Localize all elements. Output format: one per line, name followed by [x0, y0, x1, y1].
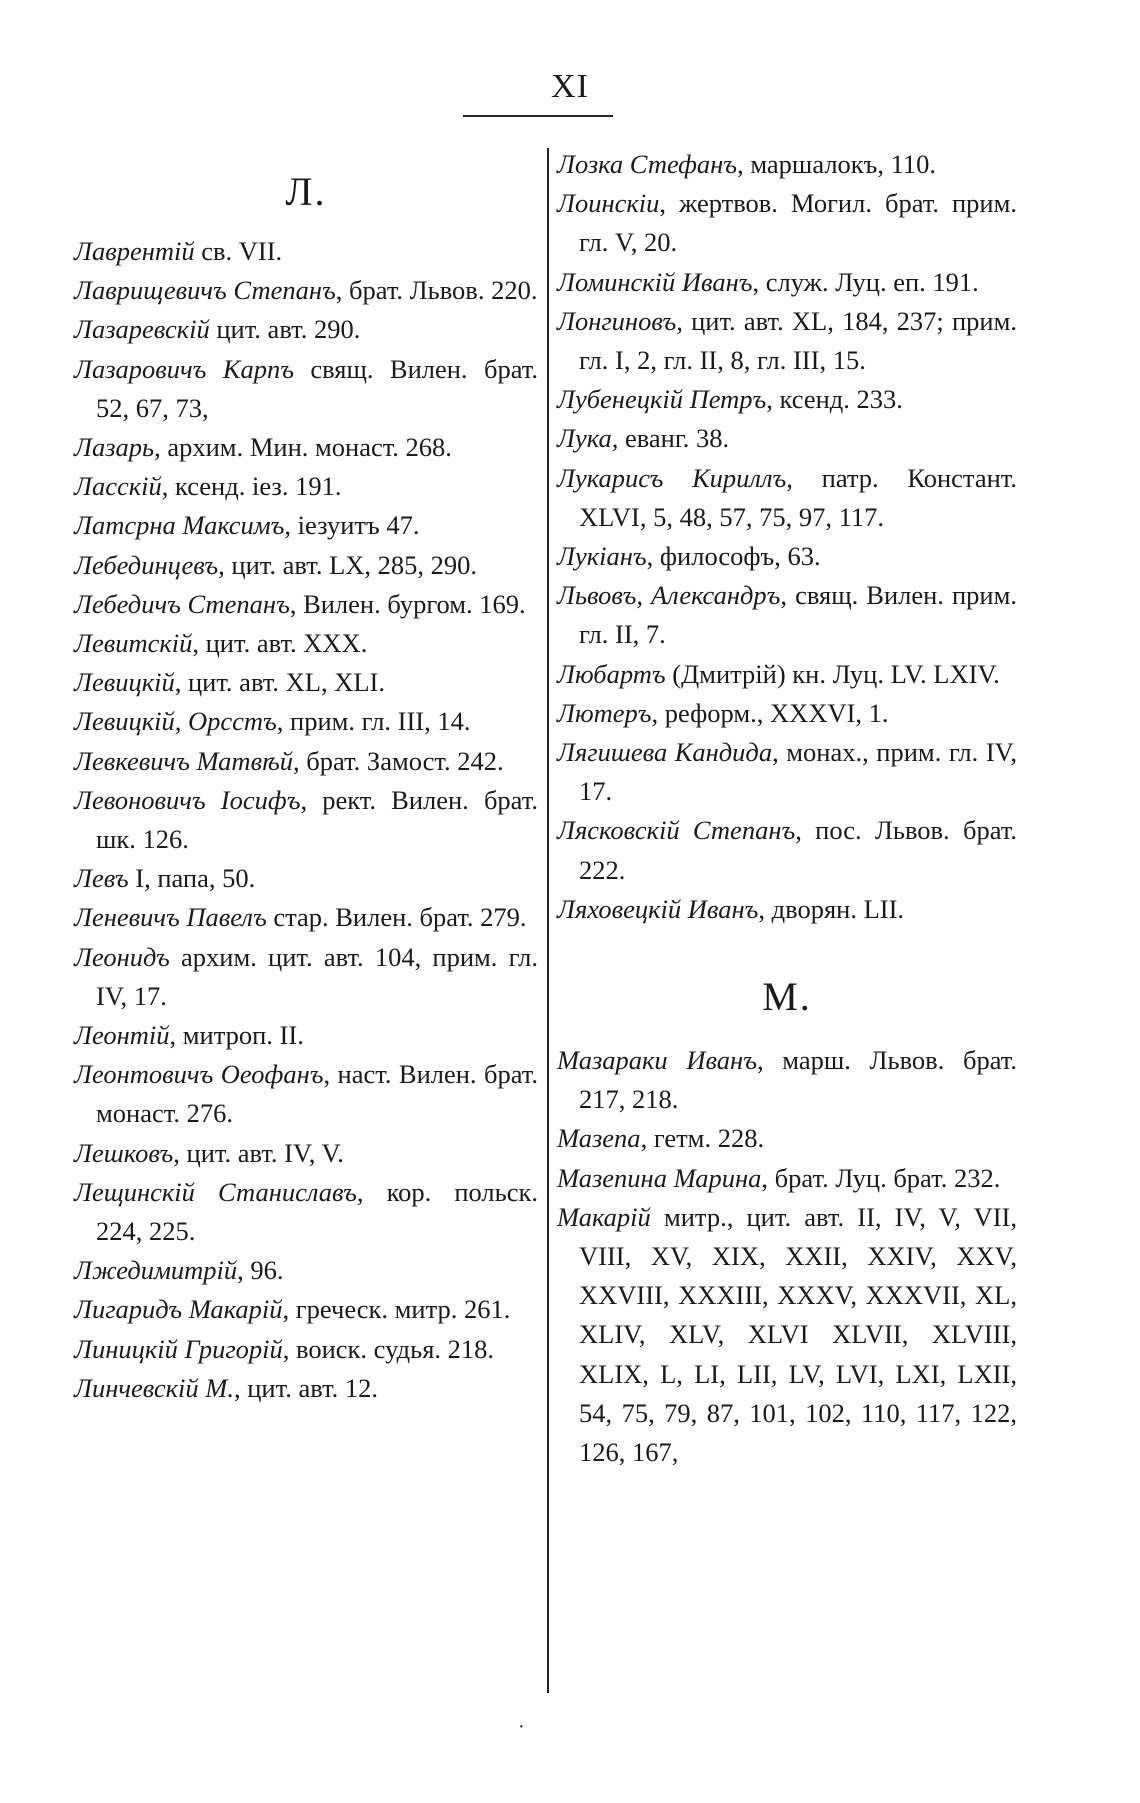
entry-name: Лазаревскій — [74, 314, 210, 345]
index-entry — [557, 145, 1017, 184]
index-entry — [74, 271, 538, 310]
column-divider — [547, 148, 549, 1693]
entry-references: , пос. Львов. брат. 222. — [579, 815, 1017, 885]
entry-references: , наст. Вилен. брат. монаст. 276. — [96, 1059, 539, 1129]
right-entry-list-l — [557, 145, 1017, 929]
entry-name: Леонтовичъ Оеофанъ — [74, 1059, 324, 1090]
entry-references: , брат. Замост. 242. — [293, 745, 504, 776]
entry-name: Лукарисъ Кириллъ — [557, 462, 787, 493]
entry-references: свящ. Вилен. брат. 52, 67, 73, — [96, 353, 538, 423]
entry-name: Леневичъ Павелъ — [74, 902, 267, 933]
entry-references: I, папа, 50. — [128, 863, 256, 894]
entry-references: , дворян. LII. — [758, 893, 905, 924]
index-entry — [557, 419, 1017, 458]
entry-name: Лжедимитрій — [74, 1255, 238, 1286]
index-entry — [74, 506, 538, 545]
index-entry — [74, 1055, 538, 1133]
entry-references: , ксенд. iез. 191. — [161, 471, 342, 502]
entry-references: , гетм. 228. — [640, 1123, 765, 1154]
index-entry — [74, 1016, 538, 1055]
entry-name: Лазаровичъ Карпъ — [74, 353, 294, 384]
entry-references: , цит. авт. IV, V. — [173, 1137, 344, 1168]
entry-name: Лебединцевъ — [74, 549, 219, 580]
entry-references: , маршалокъ, 110. — [737, 149, 937, 179]
entry-references: , 96. — [237, 1255, 284, 1286]
index-entry — [74, 859, 538, 898]
index-entry — [74, 1134, 538, 1173]
entry-name: Левицкій — [74, 667, 175, 698]
entry-name: Лазарь — [74, 432, 155, 463]
index-entry — [74, 232, 538, 271]
index-entry — [74, 702, 538, 741]
entry-references: , прим. гл. III, 14. — [276, 706, 471, 737]
index-entry — [557, 1159, 1017, 1198]
entry-references: , брат. Луц. брат. 232. — [761, 1162, 1001, 1193]
index-entry — [74, 742, 538, 781]
entry-name: Лоинскіи — [557, 188, 660, 219]
index-entry — [74, 350, 538, 428]
entry-name: Левъ — [74, 863, 129, 894]
entry-references: , цит. авт. XXX. — [192, 628, 368, 659]
entry-name: Лаврентій — [74, 236, 195, 266]
index-entry — [557, 694, 1017, 733]
entry-name: Львовъ, Александръ — [557, 580, 781, 611]
entry-references: , рект. Вилен. брат. шк. 126. — [96, 784, 538, 855]
entry-references: , Вилен. бургом. 169. — [289, 588, 526, 619]
left-column — [74, 162, 538, 1408]
print-speck: · — [518, 1716, 525, 1738]
entry-references: , еванг. 38. — [611, 423, 730, 454]
entry-name: Лубенецкій Петръ — [557, 384, 767, 415]
index-entry — [74, 1173, 538, 1251]
index-entry — [74, 428, 538, 467]
entry-name: Латсрна Максимъ — [74, 510, 285, 541]
index-entry — [557, 1198, 1017, 1472]
entry-references: , служ. Луц. еп. 191. — [752, 266, 979, 297]
index-entry — [74, 938, 538, 1016]
entry-name: Лонгиновъ — [557, 305, 677, 336]
index-entry — [557, 537, 1017, 576]
entry-name: Ломинскій Иванъ — [557, 266, 753, 297]
entry-name: Левицкій, Орсстъ — [74, 706, 277, 737]
index-entry — [74, 585, 538, 624]
index-entry — [74, 310, 538, 349]
entry-references: , патр. Констант. XLVI, 5, 48, 57, 75, 97, 117. — [579, 462, 1017, 532]
index-entry — [557, 380, 1017, 419]
index-entry — [74, 1330, 538, 1369]
entry-references: , iезуитъ 47. — [284, 510, 420, 541]
entry-references: св. VII. — [194, 236, 283, 266]
index-entry — [557, 302, 1017, 380]
entry-name: Лешковъ — [74, 1137, 174, 1168]
header-rule — [463, 115, 613, 117]
index-entry — [557, 655, 1017, 694]
index-entry — [557, 733, 1017, 811]
index-entry — [74, 1251, 538, 1290]
index-entry — [557, 1041, 1017, 1119]
entry-references: архим. цит. авт. 104, прим. гл. IV, 17. — [96, 941, 538, 1011]
right-entry-list-m — [557, 1041, 1017, 1472]
entry-name: Леонтій — [74, 1020, 170, 1051]
entry-name: Лясковскій Степанъ — [557, 815, 796, 846]
entry-references: , цит. авт. XL, XLI. — [174, 667, 385, 698]
entry-name: Лука — [557, 423, 612, 454]
index-entry — [74, 1369, 538, 1408]
entry-references: , кор. польск. 224, 225. — [96, 1176, 539, 1247]
entry-references: цит. авт. 290. — [209, 314, 361, 345]
entry-name: Лозка Стефанъ — [557, 149, 738, 179]
entry-references: , воиск. судья. 218. — [282, 1333, 495, 1364]
entry-references: , греческ. митр. 261. — [282, 1294, 511, 1325]
entry-references: , монах., прим. гл. IV, 17. — [579, 737, 1018, 807]
index-entry — [74, 781, 538, 859]
entry-name: Лебедичъ Степанъ — [74, 588, 290, 619]
entry-references: , цит. авт. XL, 184, 237; прим. гл. I, 2, гл. II, 8, гл. III, 15. — [579, 305, 1017, 376]
entry-name: Мазараки Иванъ — [557, 1045, 757, 1076]
entry-name: Мазепа — [557, 1123, 641, 1154]
entry-references: , митроп. II. — [169, 1020, 304, 1051]
entry-name: Левитскій — [74, 628, 193, 659]
entry-name: Лигаридъ Макарій — [74, 1294, 283, 1325]
entry-references: , ксенд. 233. — [766, 384, 903, 415]
index-entry — [74, 624, 538, 663]
entry-references: , философъ, 63. — [646, 541, 821, 572]
index-entry — [74, 546, 538, 585]
right-column — [557, 145, 1017, 1472]
entry-name: Мазепина Марина — [557, 1162, 762, 1193]
index-entry — [74, 663, 538, 702]
entry-name: Леонидъ — [74, 941, 170, 972]
entry-name: Макарій — [557, 1201, 651, 1232]
entry-references: , свящ. Вилен. прим. гл. II, 7. — [579, 580, 1017, 650]
entry-name: Линчевскій М. — [74, 1372, 234, 1403]
index-entry — [557, 1119, 1017, 1158]
entry-references: , архим. Мин. монаст. 268. — [154, 432, 452, 463]
index-entry — [557, 811, 1017, 889]
entry-name: Левоновичъ Іосифъ — [74, 784, 301, 815]
entry-references: , марш. Львов. брат. 217, 218. — [579, 1045, 1018, 1115]
entry-references: , цит. авт. 12. — [234, 1372, 379, 1403]
entry-references: , брат. Львов. 220. — [335, 275, 538, 306]
left-entry-list — [74, 232, 538, 1408]
entry-name: Лютеръ — [557, 697, 652, 728]
index-entry — [557, 890, 1017, 929]
entry-references: (Дмитрій) кн. Луц. LV. LXIV. — [665, 658, 1000, 689]
entry-references: , жертвов. Могил. брат. прим. гл. V, 20. — [579, 188, 1017, 258]
entry-name: Ласскій — [74, 471, 162, 502]
index-entry — [74, 1290, 538, 1329]
index-entry — [74, 898, 538, 937]
letter-heading-l: Л. — [285, 169, 327, 214]
letter-heading-m: М. — [762, 974, 812, 1020]
entry-name: Лукіанъ — [557, 541, 647, 572]
index-entry — [557, 263, 1017, 302]
entry-name: Лещинскій Станиславъ — [74, 1176, 357, 1207]
entry-name: Линицкій Григорій — [74, 1333, 283, 1364]
entry-references: митр., цит. авт. II, IV, V, VII, VIII, XV, XIX, XXII, XXIV, XXV, XXVIII, XXXIII, XXXV, XXXVII, XL, XLIV, XLV, XLVI XLVII, XLVIII, XLIX, L, LI, LII, LV, LVI, LXI, LXII, 54, 75, 79, 87, 101, 102, 110, 117, 122, 126, 167, — [579, 1201, 1017, 1468]
entry-name: Лягишева Кандида — [557, 737, 773, 768]
entry-name: Любартъ — [557, 658, 666, 689]
index-entry — [557, 576, 1017, 654]
entry-references: стар. Вилен. брат. 279. — [266, 902, 527, 933]
entry-name: Ляховецкій Иванъ — [557, 893, 759, 924]
index-entry — [557, 184, 1017, 262]
entry-name: Лаврищевичъ Степанъ — [74, 275, 336, 306]
index-entry — [557, 459, 1017, 537]
entry-references: , цит. авт. LX, 285, 290. — [218, 549, 478, 580]
entry-name: Левкевичъ Матвѣй — [74, 745, 294, 776]
index-entry — [74, 467, 538, 506]
entry-references: , реформ., XXXVI, 1. — [651, 697, 889, 728]
page-number: XI — [551, 68, 589, 105]
